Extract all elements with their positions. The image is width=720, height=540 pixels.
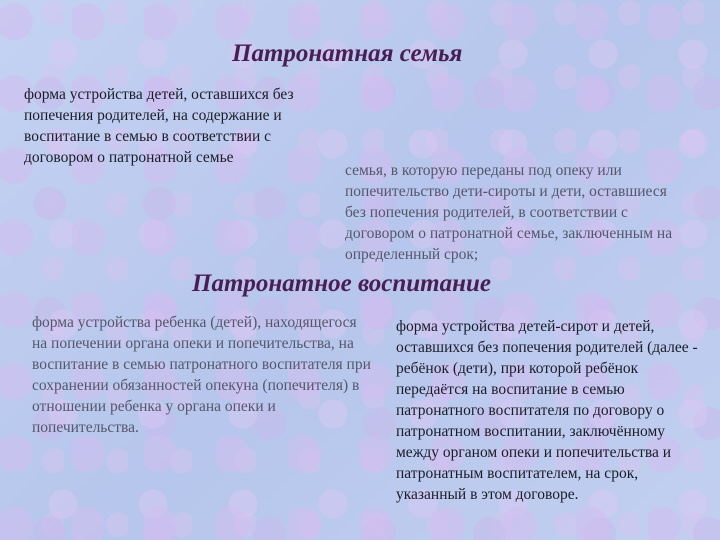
foster-upbringing-definition-2: форма устройства детей-сирот и детей, оставшихся без попечения родителей (далее - ребёнок (дети), при которой ребёнок передаётся на воспитание в семью патронатного воспитателя по договору о патронатном воспитании, заключённому между органом опеки и попечительства и патронатным воспитателем, на срок, указанный в этом договоре. [396,318,698,503]
heading-foster-family: Патронатная семья [232,40,463,67]
foster-family-definition-2: семья, в которую переданы под опеку или попечительство дети-сироты и дети, оставшиеся без попечения родителей, в соответствии с договором о патронатной семье, заключенным на определенный срок; [345,162,673,263]
foster-upbringing-definition-1: форма устройства ребенка (детей), находящегося на попечении органа опеки и попечительства, на воспитание в семью патронатного воспитателя при сохранении обязанностей опекуна (попечителя) в отношении ребенка у органа опеки и попечительства. [32,314,371,436]
heading-foster-upbringing: Патронатное воспитание [192,270,492,297]
foster-family-definition-1: форма устройства детей, оставшихся без попечения родителей, на содержание и воспитание в семью в соответствии с договором о патронатной семье [24,86,294,166]
